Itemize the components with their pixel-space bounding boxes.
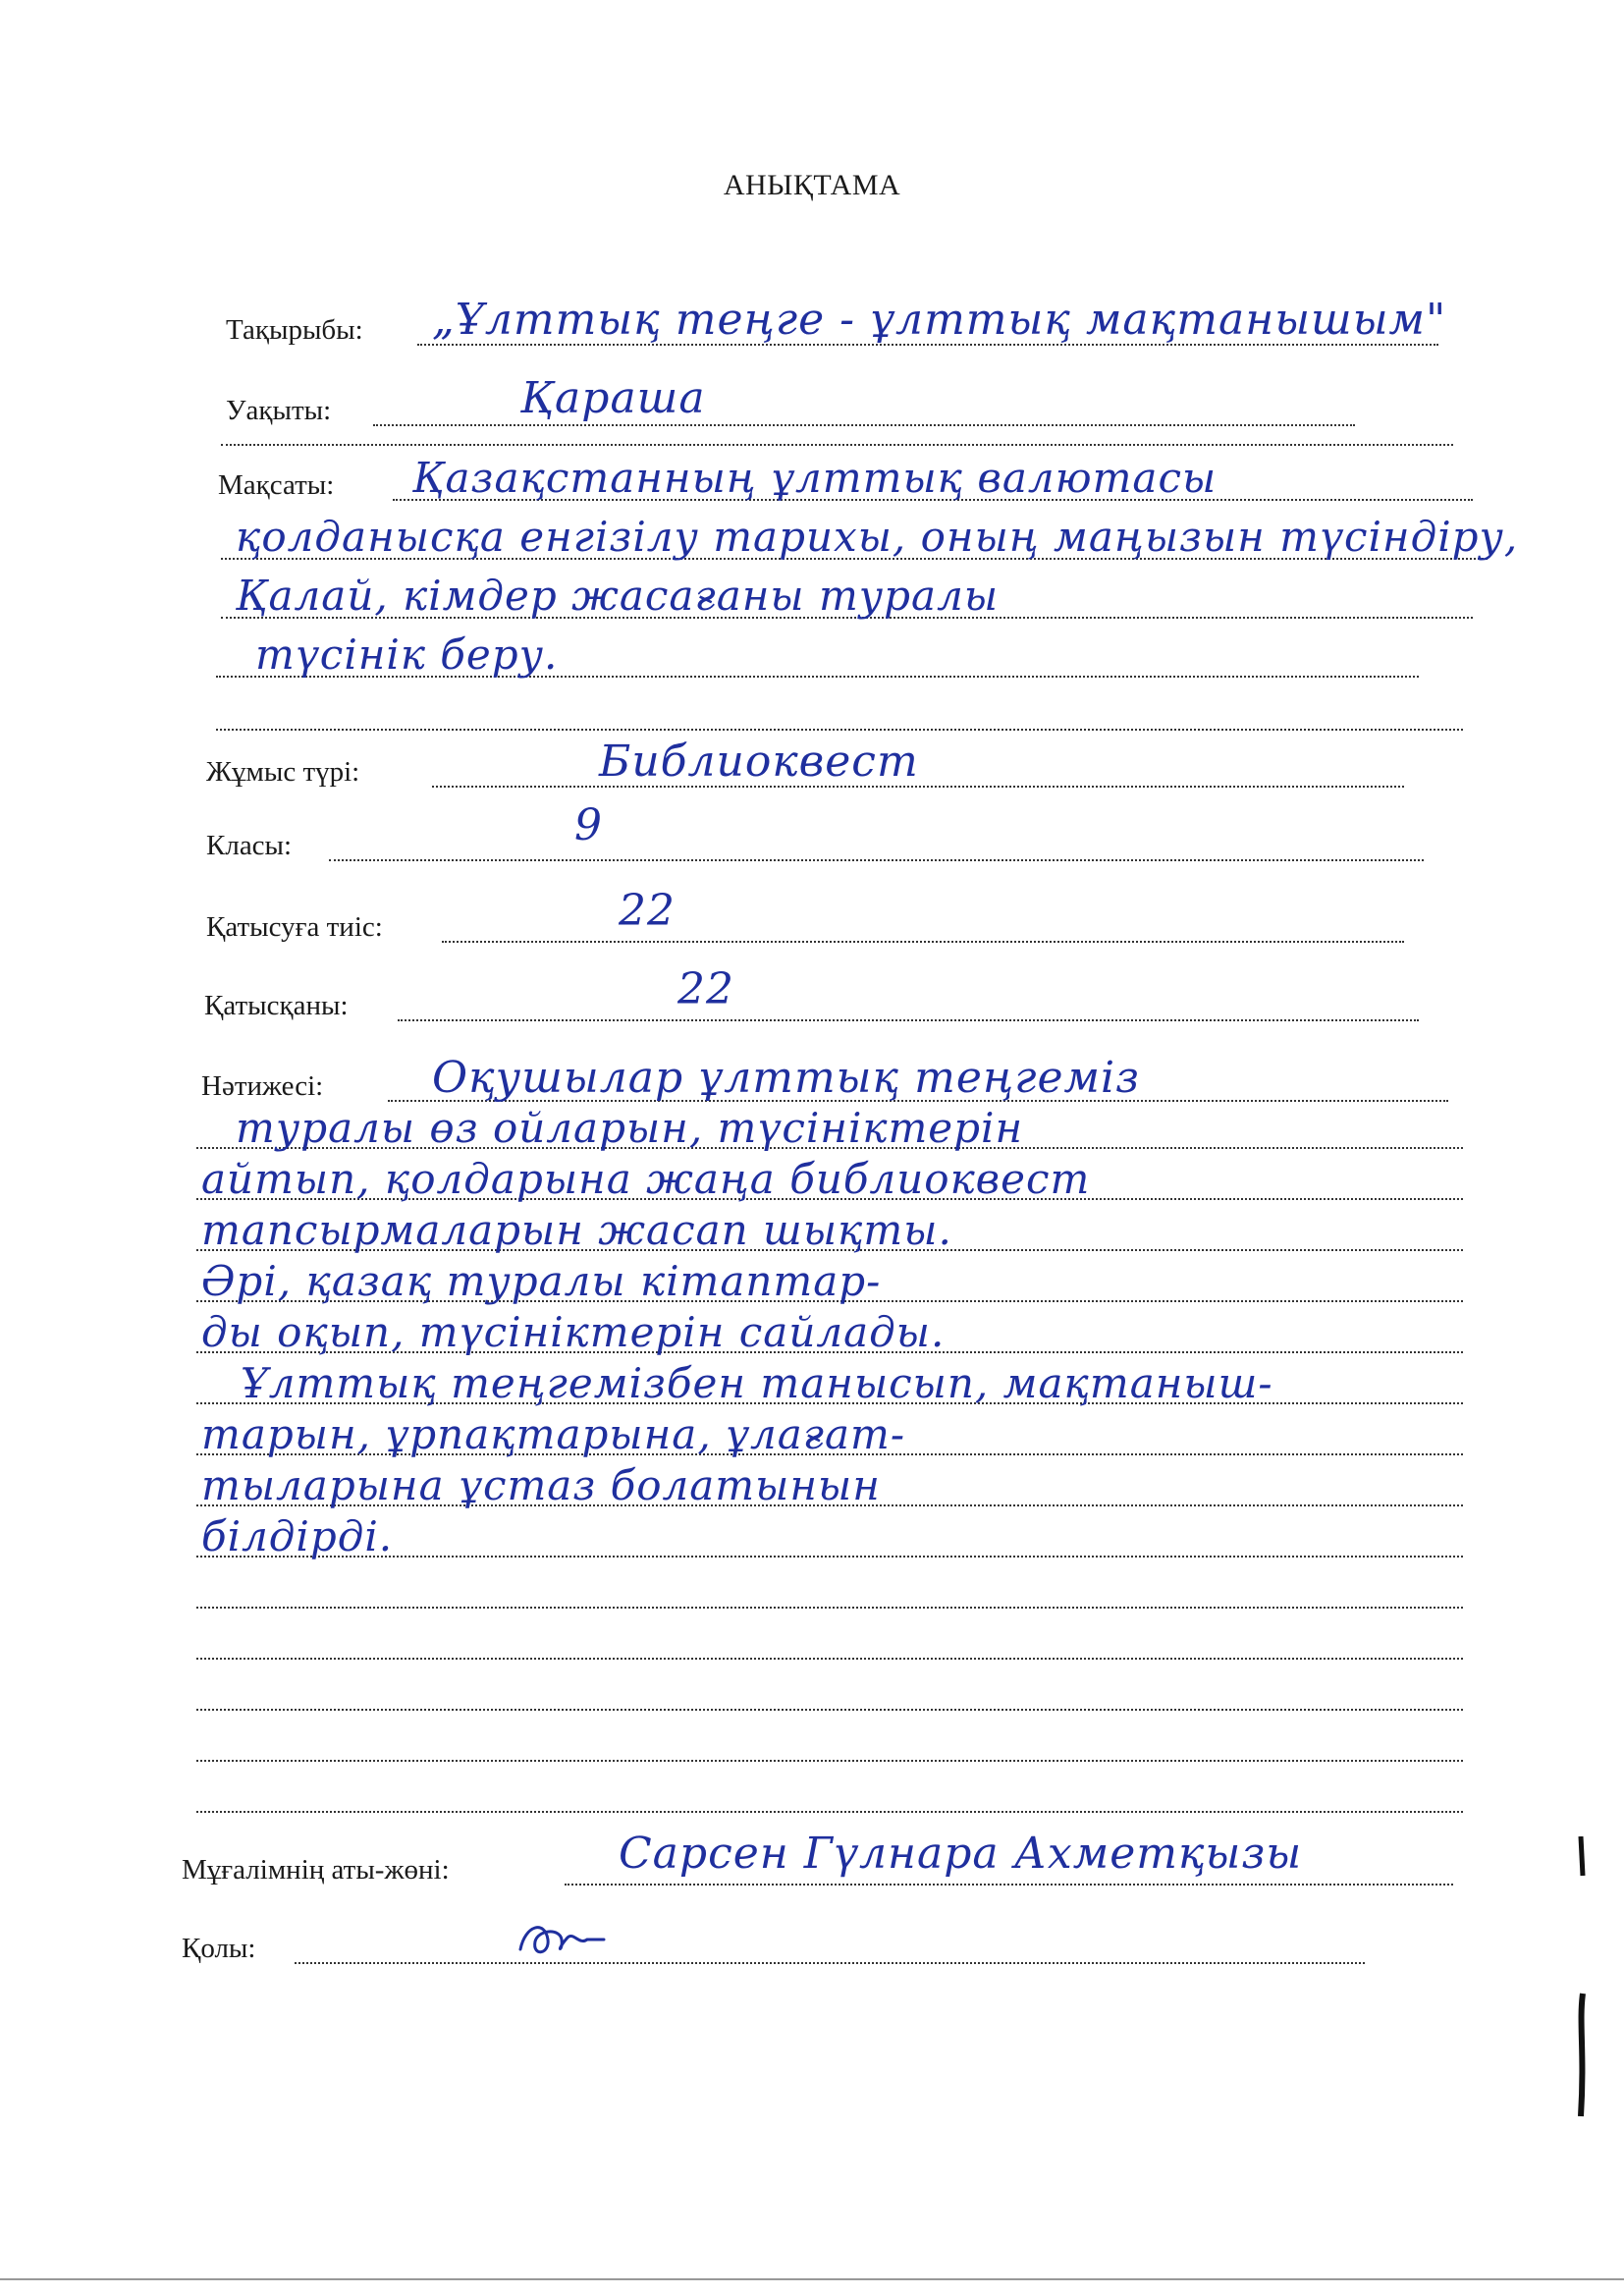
should-attend-dots [442,941,1404,943]
goal-line-4: түсінік беру. [255,630,559,679]
goal-label: Мақсаты: [218,469,335,501]
scan-edge-mark [1569,1836,1598,2121]
time-label: Уақыты: [226,395,332,426]
result-line-7: Ұлттық теңгемізбен танысып, мақтаныш- [241,1359,1273,1407]
goal-dots-5 [216,729,1463,731]
teacher-label: Мұғалімнің аты-жөні: [182,1854,450,1886]
should-attend-value: 22 [619,886,676,936]
teacher-value: Сарсен Гүлнара Ахметқызы [619,1829,1303,1879]
goal-line-2: қолданысқа енгізілу тарихы, оның маңызын түсіндіру, [236,513,1519,561]
result-line-9: тыларына ұстаз болатынын [201,1461,881,1509]
handwritten-signature [511,1910,628,1969]
result-line-8: тарын, ұрпақтарына, ұлағат- [201,1410,906,1458]
topic-value: „Ұлттық теңге - ұлттық мақтанышым" [432,295,1447,345]
work-type-label: Жұмыс түрі: [206,756,360,788]
attended-value: 22 [677,964,734,1014]
page-title: АНЫҚТАМА [723,169,901,201]
result-line-2: туралы өз ойларын, түсініктерін [236,1104,1024,1152]
result-line-1: Оқушылар ұлттық теңгеміз [432,1053,1141,1103]
class-dots [329,859,1424,861]
should-attend-label: Қатысуға тиіс: [206,911,383,943]
result-dots-15 [196,1811,1463,1813]
work-type-value: Библиоквест [599,737,919,787]
time-dots-2 [221,444,1453,446]
result-line-5: Әрі, қазақ туралы кітаптар- [201,1257,882,1305]
goal-line-3: Қалай, кімдер жасағаны туралы [236,572,1000,620]
signature-label: Қолы: [182,1933,256,1964]
topic-label: Тақырыбы: [226,314,363,346]
time-value: Қараша [520,373,706,423]
result-line-6: ды оқып, түсініктерін сайлады. [201,1308,946,1356]
class-value: 9 [574,800,603,850]
result-line-10: білдірді. [201,1512,394,1560]
result-line-4: тапсырмаларын жасап шықты. [201,1206,952,1254]
result-dots-11 [196,1607,1463,1609]
teacher-dots [565,1884,1453,1886]
time-dots [373,424,1355,426]
signature-dots [295,1962,1365,1964]
attended-label: Қатысқаны: [204,990,349,1021]
result-label: Нәтижесі: [201,1070,324,1102]
result-line-3: айтып, қолдарына жаңа библиоквест [201,1155,1091,1203]
class-label: Класы: [206,830,293,861]
result-dots-13 [196,1709,1463,1711]
attended-dots [398,1019,1419,1021]
goal-line-1: Қазақстанның ұлттық валютасы [412,454,1218,502]
scan-bottom-line [0,2276,1624,2282]
result-dots-12 [196,1658,1463,1660]
result-dots-14 [196,1760,1463,1762]
